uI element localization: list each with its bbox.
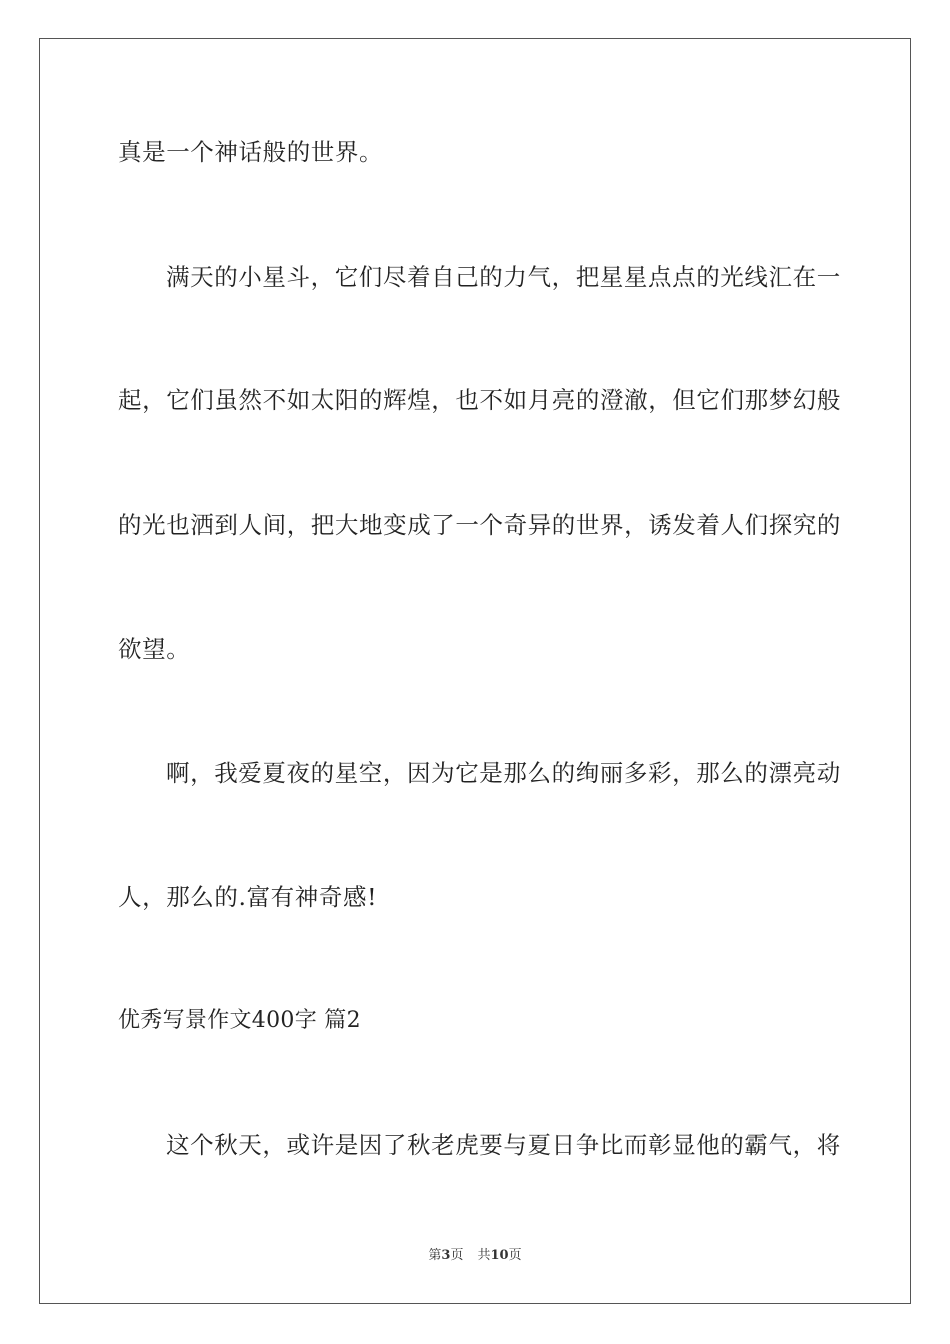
body-line-7: 人，那么的.富有神奇感! <box>118 883 378 911</box>
page-footer <box>0 1247 950 1265</box>
body-line-3: 起，它们虽然不如太阳的辉煌，也不如月亮的澄澈，但它们那梦幻般 <box>118 386 841 414</box>
body-line-1: 真是一个神话般的世界。 <box>118 138 384 166</box>
footer-total-suffix: 页 <box>508 1248 522 1263</box>
footer-page-suffix: 页 <box>450 1248 464 1263</box>
body-line-6: 啊，我爱夏夜的星空，因为它是那么的绚丽多彩，那么的漂亮动 <box>166 759 841 787</box>
footer-total-pages: 10 <box>490 1248 509 1263</box>
body-line-5: 欲望。 <box>118 635 191 663</box>
body-line-2: 满天的小星斗，它们尽着自己的力气，把星星点点的光线汇在一 <box>166 263 841 291</box>
page-border <box>39 38 911 1304</box>
body-line-8: 这个秋天，或许是因了秋老虎要与夏日争比而彰显他的霸气，将 <box>166 1131 841 1159</box>
footer-total-prefix: 共 <box>477 1248 491 1263</box>
body-line-4: 的光也洒到人间，把大地变成了一个奇异的世界，诱发着人们探究的 <box>118 511 841 539</box>
footer-page-number: 3 <box>441 1248 451 1263</box>
footer-page-prefix: 第 <box>428 1248 442 1263</box>
section-heading: 优秀写景作文400字 篇2 <box>118 1008 361 1033</box>
